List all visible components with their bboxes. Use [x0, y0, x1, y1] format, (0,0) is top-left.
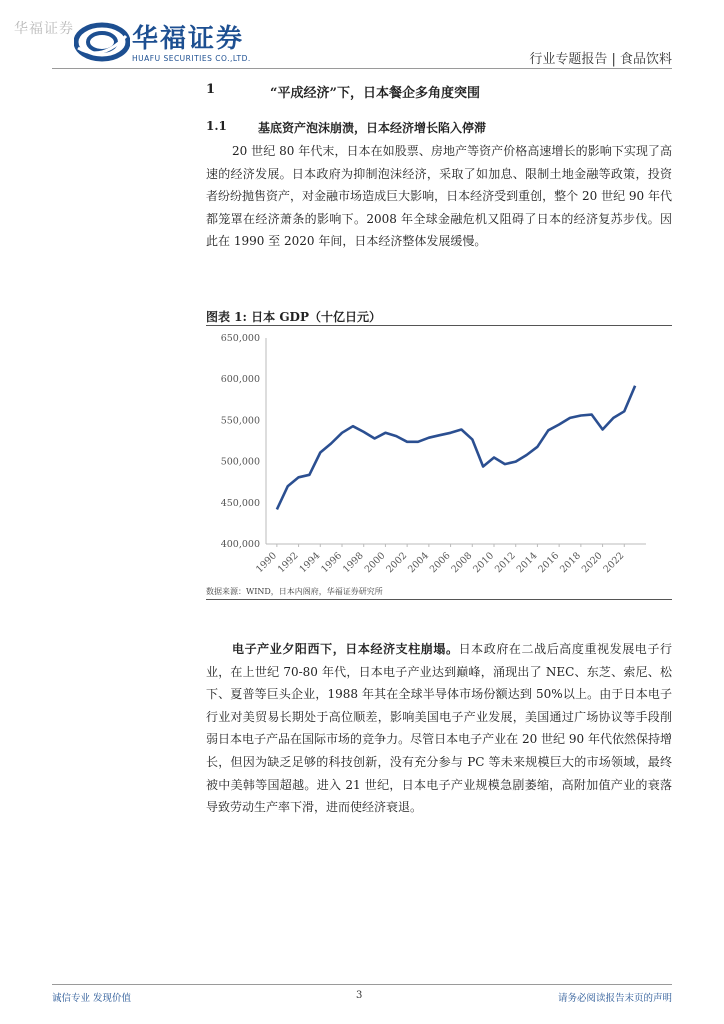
figure-top-rule: [206, 325, 672, 326]
company-logo: [74, 18, 274, 68]
footer-slogan: 诚信专业 发现价值: [52, 993, 132, 1004]
paragraph-lead: 电子产业夕阳西下，日本经济支柱崩塌。: [232, 642, 459, 656]
watermark: 华福证券: [14, 21, 74, 37]
x-tick-label: 2012: [492, 550, 518, 576]
x-tick-label: 2022: [601, 550, 627, 576]
x-tick-label: 1994: [297, 550, 323, 576]
gdp-series-line: [277, 386, 635, 510]
x-tick-label: 2004: [406, 550, 431, 576]
x-tick-label: 2014: [514, 550, 540, 576]
y-tick-label: 450,000: [220, 497, 260, 509]
x-tick-label: 2016: [536, 550, 562, 576]
subsection-title: 基底资产泡沫崩溃，日本经济增长陷入停滞: [258, 121, 487, 135]
body-paragraph: 20 世纪 80 年代末，日本在如股票、房地产等资产价格高速增长的影响下实现了高速的经济发展。日本政府为抑制泡沫经济，采取了如加息、限制土地金融等政策，投资者纷纷抛售资产，对金融市场造成巨大影响，日本经济受到重创，整个 20 世纪 90 年代都笼罩在经济萧条的影响下。2008 年全球金融危机又阻碍了日本的经济复苏步伐。因此在 1990 至 2020 年间，日本经济整体发展缓慢。: [206, 144, 672, 249]
x-tick-label: 2002: [384, 550, 410, 576]
logo-name-en: HUAFU SECURITIES CO.,LTD.: [132, 54, 251, 63]
section-number: 1: [206, 82, 216, 97]
figure-title: 图表 1: 日本 GDP（十亿日元）: [206, 310, 381, 324]
x-tick-label: 2020: [579, 550, 605, 576]
y-tick-label: 400,000: [220, 539, 260, 550]
x-tick-label: 1998: [340, 550, 366, 576]
x-tick-label: 2018: [558, 550, 583, 576]
x-tick-label: 2006: [427, 550, 453, 576]
figure-source: 数据来源：WIND，日本内阁府，华福证券研究所: [206, 587, 383, 596]
paragraph-body: 日本政府在二战后高度重视发展电子行业，在上世纪 70-80 年代，日本电子产业达到巅峰，涌现出了 NEC、东芝、索尼、松下、夏普等巨头企业，1988 年其在全球半导体市场份额达到 50%以上。由于日本电子行业对美贸易长期处于高位顺差，影响美国电子产业发展，美国通过广场协议等手段削弱日本电子产品在国际市场的竞争力。尽管日本电子产业在 20 世纪 90 年代依然保持增长，但因为缺乏足够的科技创新，没有充分参与 PC 等未来规模巨大的市场领域，最终被中美韩等国超越。进入 21 世纪，日本电子产业规模急剧萎缩，高附加值产业的衰落导致劳动生产率下滑，进而使经济衰退。: [206, 642, 672, 815]
x-tick-label: 2000: [362, 550, 388, 576]
y-tick-label: 600,000: [220, 374, 260, 386]
subsection-number: 1.1: [206, 119, 227, 133]
page-number: 3: [356, 990, 363, 1001]
footer-disclaimer: 请务必阅读报告末页的声明: [557, 993, 672, 1004]
figure-bottom-rule: [206, 599, 672, 600]
x-tick-label: 2008: [449, 550, 475, 576]
logo-name-cn: 华福证券: [132, 24, 245, 54]
report-category: 行业专题报告 | 食品饮料: [529, 52, 672, 67]
y-tick-label: 550,000: [220, 415, 260, 427]
x-tick-label: 1996: [319, 550, 345, 576]
x-tick-label: 1992: [275, 550, 301, 576]
footer-divider: [52, 984, 672, 985]
section-title: “平成经济”下，日本餐企多角度突围: [270, 86, 480, 101]
x-tick-label: 2010: [471, 550, 497, 576]
body-paragraph: [206, 638, 672, 819]
gdp-line-chart: [206, 330, 672, 586]
y-tick-label: 500,000: [220, 456, 260, 468]
y-tick-label: 650,000: [220, 333, 260, 344]
logo-swirl-icon: [74, 22, 130, 62]
header-divider: [52, 68, 672, 69]
x-tick-label: 1990: [254, 550, 279, 576]
